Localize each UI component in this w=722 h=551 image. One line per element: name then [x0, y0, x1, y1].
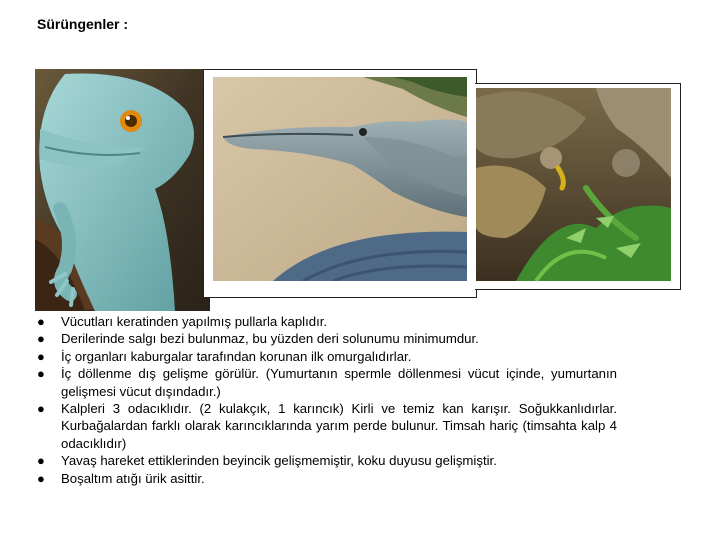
tortoise-photo — [476, 88, 671, 281]
lizard-photo — [35, 69, 210, 311]
list-item: ● İç organları kaburgalar tarafından korunan ilk omurgalıdırlar. — [37, 348, 412, 364]
list-item: ● Yavaş hareket ettiklerinden beyincik gelişmemiştir, koku duyusu gelişmiştir. — [37, 453, 497, 469]
characteristics-list — [37, 313, 617, 487]
list-item: ● Boşaltım atığı ürik asittir. — [37, 470, 205, 486]
list-item: ● Kalpleri 3 odacıklıdır. (2 kulakçık, 1 karıncık) Kirli ve temiz kan karışır. Soğukkanlıdırlar. Kurbağalardan farklı olarak karıncıklarında yarım perde bulunur. Timsah hariç (timsahta kalp 4 odacıklıdır) — [37, 401, 617, 451]
page-title: Sürüngenler : — [37, 16, 129, 32]
bullet-icon: ● — [37, 470, 45, 486]
tortoise-illustration — [476, 88, 671, 281]
bullet-icon: ● — [37, 453, 45, 469]
list-item: ● Vücutları keratinden yapılmış pullarla kaplıdır. — [37, 314, 328, 329]
bullet-icon: ● — [37, 401, 45, 417]
gharial-photo — [213, 77, 467, 281]
bullet-icon: ● — [37, 348, 45, 364]
lizard-illustration — [35, 69, 210, 311]
list-item: ● Derilerinde salgı bezi bulunmaz, bu yüzden deri solunumu minimumdur. — [37, 331, 479, 347]
bullet-icon: ● — [37, 314, 45, 329]
bullet-icon: ● — [37, 331, 45, 347]
list-item: ● İç döllenme dış gelişme görülür. (Yumurtanın spermle döllenmesi vücut içinde, yumurtanın gelişmesi vücut dışındadır.) — [37, 366, 617, 399]
bullet-icon: ● — [37, 366, 45, 382]
gharial-illustration — [213, 77, 467, 281]
